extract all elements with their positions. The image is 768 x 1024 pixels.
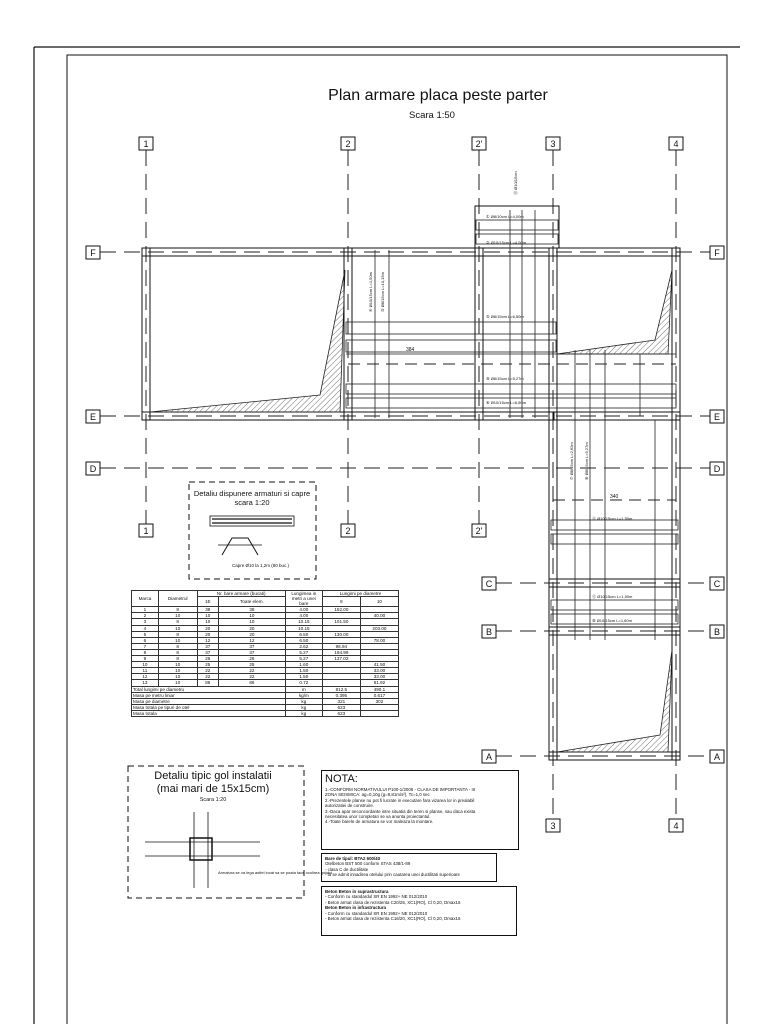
- schedule-cell-mark: 13: [132, 680, 159, 686]
- schedule-cell-diam: 8: [158, 619, 197, 625]
- schedule-cell-len: 6.50: [285, 631, 322, 637]
- schedule-cell-len: 5.27: [285, 649, 322, 655]
- spec-concrete-title-1: Beton Beton in suprastructura: [325, 889, 389, 894]
- spec-steel-box: [321, 853, 497, 882]
- axis-label: 3: [550, 139, 556, 149]
- schedule-cell-n1: 26: [197, 656, 219, 662]
- schedule-cell-n1: 38: [197, 607, 219, 613]
- total-unit: kg: [285, 710, 322, 716]
- spec-steel-line: - clasa C de ductilitate: [325, 866, 369, 872]
- total-unit: kg: [285, 704, 322, 710]
- schedule-cell-l10: 78.00: [360, 637, 398, 643]
- rebar-schedule-totals: [132, 686, 399, 716]
- axis-label: 2': [475, 526, 483, 536]
- axis-label: 3: [550, 821, 556, 831]
- schedule-cell-mark: 3: [132, 619, 159, 625]
- schedule-cell-diam: 8: [158, 631, 197, 637]
- axis-label: B: [713, 627, 721, 637]
- svg-text:④ Ø10/15cm L=1,50m: ④ Ø10/15cm L=1,50m: [368, 272, 373, 312]
- total-value-d8: 321: [322, 698, 360, 704]
- nota-lines: [325, 787, 515, 825]
- schedule-cell-l10: 41.50: [360, 662, 398, 668]
- svg-text:⑩ Ø10/15cm L=1,60m: ⑩ Ø10/15cm L=1,60m: [592, 618, 632, 623]
- schedule-cell-l8: 96.94: [322, 643, 360, 649]
- drawing-scale: Scara 1:50: [409, 110, 455, 121]
- schedule-cell-nall: 10: [219, 619, 286, 625]
- schedule-cell-diam: 8: [158, 607, 197, 613]
- spec-concrete-line: - Beton armat clasa de rezistenta C20/25, XC1(RO), Cl 0,20, Dmax16: [325, 899, 461, 905]
- schedule-cell-diam: 10: [158, 613, 197, 619]
- detail-anchors-scale: scara 1:20: [234, 498, 270, 507]
- schedule-cell-n1: 20: [197, 625, 219, 631]
- schedule-cell-len: 10.15: [285, 625, 322, 631]
- schedule-cell-nall: 86: [219, 680, 286, 686]
- schedule-cell-n1: 25: [197, 662, 219, 668]
- schedule-cell-l10: 203.00: [360, 625, 398, 631]
- total-value-d8: 623: [322, 710, 360, 716]
- detail-opening-note: Armatura se va lega astfel incat sa se poata face ocolirea golului: [218, 870, 333, 875]
- axis-label: B: [485, 627, 493, 637]
- spec-concrete-lines-1: [325, 894, 513, 905]
- schedule-cell-mark: 7: [132, 643, 159, 649]
- col-count-group: Nr. bare armare (bucati): [197, 591, 285, 597]
- detail-anchors: [189, 482, 316, 579]
- col-d10: 10: [360, 597, 398, 607]
- spec-concrete-title-2: Beton Beton in infrastructura: [325, 905, 386, 911]
- axis-label: E: [89, 412, 97, 422]
- schedule-cell-mark: 4: [132, 625, 159, 631]
- schedule-cell-mark: 12: [132, 674, 159, 680]
- schedule-cell-n1: 10: [197, 613, 219, 619]
- spec-concrete-lines-2: [325, 911, 513, 922]
- detail-opening-scale: Scara 1:20: [199, 797, 227, 803]
- schedule-cell-len: 1.60: [285, 662, 322, 668]
- nota-line: 4.-Toate barele de armatura se vor maleaza la montare.: [325, 819, 434, 825]
- schedule-cell-n1: 12: [197, 637, 219, 643]
- schedule-cell-l8: 152.00: [322, 607, 360, 613]
- svg-text:⑪ Ø10/15cm L=1,50m: ⑪ Ø10/15cm L=1,50m: [592, 516, 633, 521]
- total-value-d8: 623: [322, 704, 360, 710]
- schedule-total-row: [132, 710, 399, 716]
- schedule-cell-len: 5.27: [285, 656, 322, 662]
- nota-line: autorizatiei de construire.: [325, 803, 375, 809]
- schedule-cell-l10: 33.00: [360, 674, 398, 680]
- schedule-cell-n1: 22: [197, 668, 219, 674]
- schedule-cell-nall: 37: [219, 649, 286, 655]
- schedule-cell-nall: 37: [219, 643, 286, 649]
- axis-label: D: [713, 464, 721, 474]
- schedule-cell-mark: 8: [132, 649, 159, 655]
- schedule-cell-nall: 38: [219, 607, 286, 613]
- schedule-cell-mark: 1: [132, 607, 159, 613]
- schedule-cell-diam: 8: [158, 649, 197, 655]
- axis-label: A: [713, 752, 721, 762]
- dimension-span-b: 340: [610, 494, 619, 500]
- schedule-cell-diam: 8: [158, 656, 197, 662]
- detail-anchors-note: Capre Ø10 la 1,2m (80 buc.): [232, 563, 290, 568]
- col-mark: Marca: [132, 591, 159, 607]
- schedule-cell-nall: 20: [219, 631, 286, 637]
- nota-box: [321, 770, 519, 850]
- schedule-cell-n1: 37: [197, 649, 219, 655]
- schedule-cell-diam: 10: [158, 625, 197, 631]
- axis-label: 4: [673, 139, 679, 149]
- svg-text:⑦ Ø8/15cm L=2,62m: ⑦ Ø8/15cm L=2,62m: [569, 442, 574, 480]
- schedule-cell-l8: 101.50: [322, 619, 360, 625]
- spec-concrete-line: - Beton armat clasa de rezistenta C16/20, XC1(RO), Cl 0,20, Dmax16: [325, 916, 461, 922]
- col-length-group: Lungimi pe diametre: [322, 591, 398, 597]
- schedule-cell-n1: 86: [197, 680, 219, 686]
- axis-label: D: [89, 464, 97, 474]
- svg-text:③ Ø8/15cm L=10,15m: ③ Ø8/15cm L=10,15m: [380, 272, 385, 312]
- spec-concrete-box: [321, 886, 517, 936]
- schedule-cell-n1: 22: [197, 674, 219, 680]
- schedule-cell-nall: 20: [219, 625, 286, 631]
- nota-title: NOTA:: [325, 773, 358, 785]
- axis-bubbles-right: [710, 246, 724, 763]
- svg-text:② Ø10/15cm L=4,00m: ② Ø10/15cm L=4,00m: [486, 240, 526, 245]
- schedule-cell-len: 0.72: [285, 680, 322, 686]
- axis-label: A: [485, 752, 493, 762]
- nota-line: 3.-Daca apar neconcordante intre situatia din teren si planse, sau daca exista: [325, 808, 476, 814]
- schedule-cell-diam: 10: [158, 668, 197, 674]
- total-value-d8: 812.5: [322, 686, 360, 692]
- schedule-cell-mark: 9: [132, 656, 159, 662]
- total-value-d10: [360, 710, 398, 716]
- total-label: Masa pe metru liniar: [132, 692, 286, 698]
- spec-concrete-line: - Conform cu standardul SR EN 1992+ NE 012/2010: [325, 894, 428, 900]
- axis-label: C: [485, 579, 493, 589]
- rebar-schedule-table: [131, 590, 399, 717]
- axis-label: 2: [345, 139, 351, 149]
- spec-steel-lines: [325, 861, 493, 877]
- schedule-cell-mark: 2: [132, 613, 159, 619]
- schedule-cell-n1: 20: [197, 631, 219, 637]
- schedule-cell-diam: 8: [158, 643, 197, 649]
- total-unit: m: [285, 686, 322, 692]
- detail-opening-title-2: (mai mari de 15x15cm): [156, 783, 270, 795]
- svg-text:① Ø8/10cm L=4,00m: ① Ø8/10cm L=4,00m: [486, 214, 524, 219]
- total-value-d10: 302: [360, 698, 398, 704]
- schedule-cell-nall: 22: [219, 674, 286, 680]
- total-label: Total lungimi pe diametru: [132, 686, 286, 692]
- detail-opening-title-1: Detaliu tipic gol instalatii: [154, 770, 272, 782]
- detail-opening: [128, 766, 332, 898]
- spec-steel-line: Otelbeton BST 500 conform STAS 438/1-89: [325, 861, 411, 867]
- col-count-all: Toate elem.: [219, 597, 286, 607]
- nota-line: 2.-Prezentele planse nu pot fi lucrate in executare fara vizarea lor in prealabil: [325, 797, 475, 803]
- axis-label: 1: [143, 526, 149, 536]
- svg-text:⑫ Ø10/15cm L=1,50m: ⑫ Ø10/15cm L=1,50m: [592, 594, 633, 599]
- total-unit: kg: [285, 698, 322, 704]
- nota-line: ZONA SEISMICA: ag=0,10g (g=9,81m/s²), Tc=1,0 sec: [325, 792, 430, 798]
- schedule-cell-diam: 10: [158, 637, 197, 643]
- reinforcement-bars: [346, 210, 678, 640]
- schedule-cell-mark: 10: [132, 662, 159, 668]
- spec-steel-title: Bare de tipul: BTA2 600/40: [325, 856, 381, 861]
- schedule-cell-l10: 33.00: [360, 668, 398, 674]
- schedule-cell-diam: 10: [158, 674, 197, 680]
- schedule-cell-l10: 61.92: [360, 680, 398, 686]
- axis-label: F: [90, 248, 96, 258]
- col-length: Lungimea in metri a unei bare: [285, 591, 322, 607]
- schedule-cell-l8: 130.00: [322, 631, 360, 637]
- schedule-cell-l8: 137.02: [322, 656, 360, 662]
- schedule-cell-len: 1.50: [285, 668, 322, 674]
- spec-concrete-line: - Conform cu standardul SR EN 1992+ NE 012/2010: [325, 910, 428, 916]
- schedule-cell-mark: 11: [132, 668, 159, 674]
- schedule-cell-diam: 10: [158, 662, 197, 668]
- axis-label: 1: [143, 139, 149, 149]
- total-value-d10: 0.617: [360, 692, 398, 698]
- total-label: Masa totala pe tipuri de otel: [132, 704, 286, 710]
- total-label: Masa totala: [132, 710, 286, 716]
- nota-line: 1.-CONFORM NORMATIVULUI P100-1/2006 - CLASA DE IMPORTANTA - III: [325, 787, 476, 792]
- schedule-cell-nall: 22: [219, 668, 286, 674]
- svg-text:⑬ Ø10/15cm: ⑬ Ø10/15cm: [513, 171, 518, 195]
- schedule-cell-diam: 10: [158, 680, 197, 686]
- axis-label: E: [713, 412, 721, 422]
- schedule-cell-len: 4.00: [285, 607, 322, 613]
- dimension-span-a: 384: [406, 347, 415, 353]
- schedule-cell-len: 4.00: [285, 613, 322, 619]
- axis-label: 2: [345, 526, 351, 536]
- schedule-cell-mark: 6: [132, 637, 159, 643]
- total-unit: kg/m: [285, 692, 322, 698]
- col-count-one: 1E: [197, 597, 219, 607]
- schedule-cell-n1: 37: [197, 643, 219, 649]
- detail-anchors-title: Detaliu dispunere armaturi si capre: [193, 489, 311, 498]
- schedule-cell-n1: 10: [197, 619, 219, 625]
- schedule-cell-nall: 12: [219, 637, 286, 643]
- schedule-cell-l10: 40.00: [360, 613, 398, 619]
- schedule-cell-nall: 26: [219, 656, 286, 662]
- axis-label: 4: [673, 821, 679, 831]
- col-diameter: Diametrul: [158, 591, 197, 607]
- schedule-cell-len: 6.50: [285, 637, 322, 643]
- total-value-d8: 0.395: [322, 692, 360, 698]
- axis-label: C: [713, 579, 721, 589]
- svg-text:⑤ Ø8/15cm L=6,50m: ⑤ Ø8/15cm L=6,50m: [486, 314, 524, 319]
- nota-line: necesitatea unor completari se va anunta proiectantul.: [325, 814, 431, 820]
- svg-text:⑨ Ø8/15cm L=5,27m: ⑨ Ø8/15cm L=5,27m: [486, 376, 524, 381]
- schedule-cell-nall: 10: [219, 613, 286, 619]
- schedule-cell-len: 10.15: [285, 619, 322, 625]
- total-label: Masa pe diametre: [132, 698, 286, 704]
- schedule-cell-l8: 194.99: [322, 649, 360, 655]
- schedule-cell-mark: 5: [132, 631, 159, 637]
- spec-steel-line: - la se admit innadirea otelului prin cautarea unei ductilitati superioare: [325, 872, 460, 878]
- axis-label: F: [714, 248, 720, 258]
- col-d8: 8: [322, 597, 360, 607]
- rebar-schedule-body: [132, 607, 399, 686]
- axis-label: 2': [475, 139, 483, 149]
- svg-text:⑧ Ø8/15cm L=5,27m: ⑧ Ø8/15cm L=5,27m: [584, 442, 589, 480]
- schedule-cell-len: 1.50: [285, 674, 322, 680]
- bar-mark-labels: [368, 171, 633, 623]
- schedule-cell-len: 2.62: [285, 643, 322, 649]
- schedule-cell-nall: 25: [219, 662, 286, 668]
- svg-text:⑥ Ø10/15cm L=6,50m: ⑥ Ø10/15cm L=6,50m: [486, 400, 526, 405]
- grid-lines-vertical: [146, 150, 676, 820]
- axis-bubbles-top: [139, 137, 683, 150]
- drawing-title: Plan armare placa peste parter: [328, 87, 548, 104]
- total-value-d10: 490.1: [360, 686, 398, 692]
